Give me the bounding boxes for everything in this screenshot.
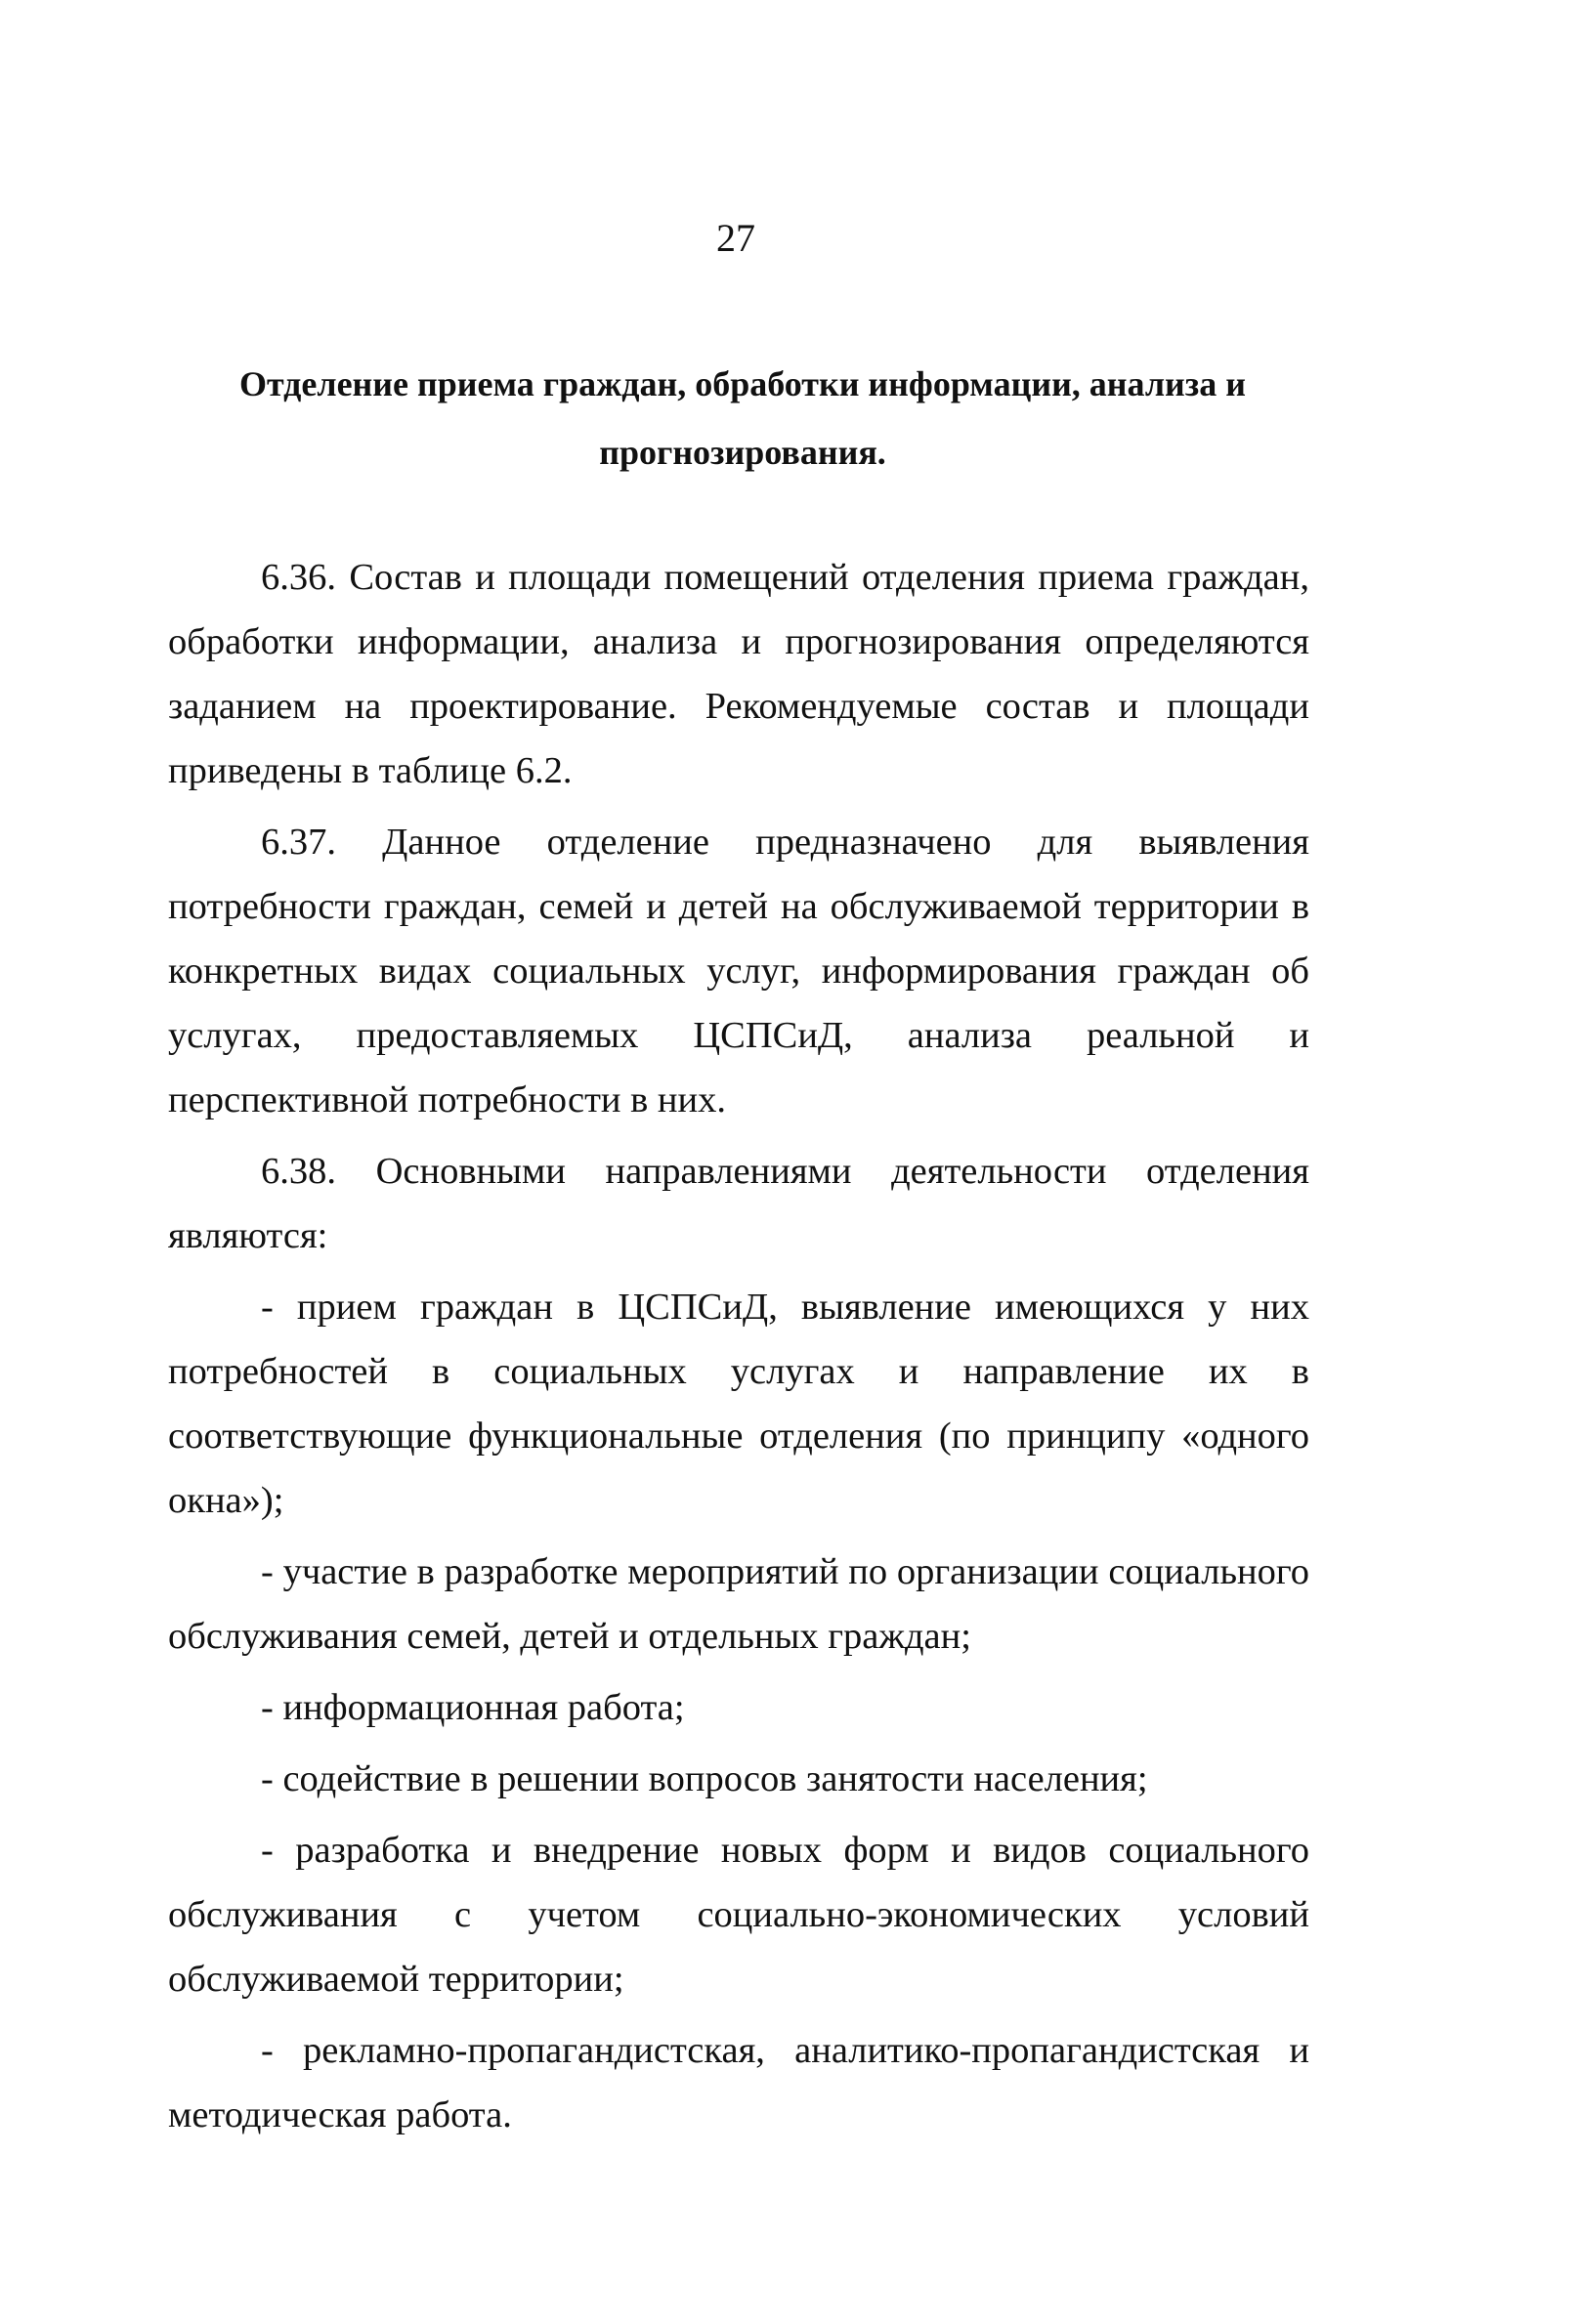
list-item: - информационная работа; — [261, 1687, 685, 1728]
section-heading-line-1: Отделение приема граждан, обработки информации, анализа и — [238, 364, 1247, 403]
paragraph-6-37: 6.37. Данное отделение предназначено для выявления потребности граждан, семей и детей на обслуживаемой территории в конкретных видах социальных услуг, информирования граждан об услугах, предоставляемых ЦСПСиД, анализа реальной и перспективной потребности в них. — [168, 822, 1309, 1120]
list-item: - прием граждан в ЦСПСиД, выявление имеющихся у них потребностей в социальных услугах и направление их в соответствующие функциональные отделения (по принципу «одного окна»); — [168, 1287, 1309, 1521]
section-heading-line-2: прогнозирования. — [599, 433, 886, 472]
section-heading — [181, 350, 1304, 486]
paragraph-6-38: 6.38. Основными направлениями деятельности отделения являются: — [168, 1151, 1309, 1256]
body-text — [168, 545, 1309, 2154]
page-number: 27 — [716, 216, 755, 260]
list-item: - рекламно-пропагандистская, аналитико-пропагандистская и методическая работа. — [168, 2030, 1309, 2135]
list-item: - содействие в решении вопросов занятости населения; — [261, 1758, 1148, 1799]
list-item: - разработка и внедрение новых форм и видов социального обслуживания с учетом социально-экономических условий обслуживаемой территории; — [168, 1830, 1309, 2000]
paragraph-6-36: 6.36. Состав и площади помещений отделения приема граждан, обработки информации, анализа и прогнозирования определяются заданием на проектирование. Рекомендуемые состав и площади приведены в таблице 6.2. — [168, 557, 1309, 791]
list-item: - участие в разработке мероприятий по организации социального обслуживания семей, детей и отдельных граждан; — [168, 1551, 1309, 1657]
